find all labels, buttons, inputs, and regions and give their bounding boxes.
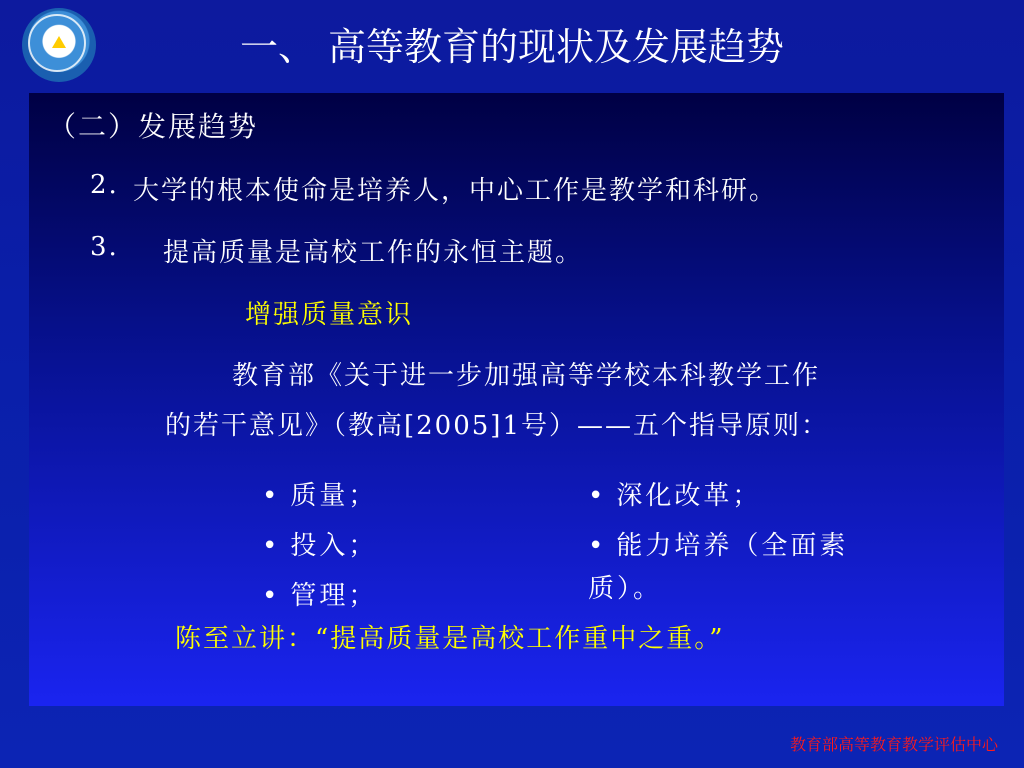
- bullet-icon: •: [588, 531, 607, 561]
- point-2-number: 2.: [90, 170, 119, 200]
- principle-management: [262, 575, 377, 612]
- principle-ability-training: [588, 525, 848, 562]
- bullet-icon: •: [262, 481, 281, 511]
- bullet-icon: •: [588, 481, 607, 511]
- quality-awareness-highlight: 增强质量意识: [245, 300, 414, 330]
- footer-organization: 教育部高等教育教学评估中心: [789, 735, 998, 754]
- point-3-text: 提高质量是高校工作的永恒主题。: [163, 238, 584, 268]
- principle-deepen-reform: [588, 475, 761, 512]
- principle-label: 管理；: [290, 581, 378, 611]
- principle-ability-training-continued: 质）。: [588, 574, 663, 604]
- slide-title: 一、 高等教育的现状及发展趋势: [239, 25, 785, 69]
- principle-label: 投入；: [290, 531, 378, 561]
- bullet-icon: •: [262, 531, 281, 561]
- principle-quality: [262, 475, 377, 512]
- principle-label: 质量；: [290, 481, 378, 511]
- document-line-1: 教育部《关于进一步加强高等学校本科教学工作: [232, 361, 821, 391]
- point-3-number: 3.: [90, 232, 119, 262]
- bullet-icon: •: [262, 581, 281, 611]
- principle-label: 能力培养（全面素: [616, 531, 849, 561]
- principle-investment: [262, 525, 377, 562]
- point-2-text: 大学的根本使命是培养人，中心工作是教学和科研。: [133, 176, 778, 206]
- document-line-2: 的若干意见》（教高[2005]1号）——五个指导原则：: [165, 411, 829, 441]
- principle-label: 深化改革；: [616, 481, 762, 511]
- chen-zhili-quote: 陈至立讲：“提高质量是高校工作重中之重。”: [175, 624, 725, 654]
- section-heading: （二）发展趋势: [48, 110, 259, 143]
